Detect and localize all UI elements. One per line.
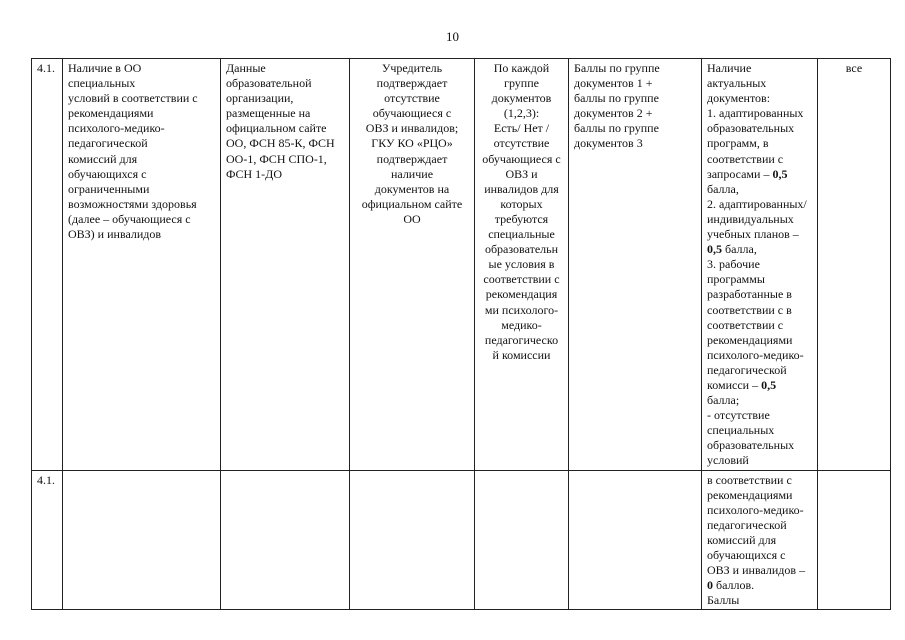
text-line: отсутствие (384, 91, 440, 106)
scope-cell (818, 59, 891, 471)
text-line: отсутствие (493, 136, 550, 151)
text-segment: обучающихся с (707, 548, 786, 562)
text-line: педагогической (68, 136, 148, 151)
text-line (707, 318, 812, 333)
text-line (707, 227, 812, 242)
text-line: ОВЗ и (505, 166, 538, 181)
text-line (707, 212, 812, 227)
text-line: Баллы по группе (574, 61, 660, 75)
text-line: Учредитель (381, 61, 443, 75)
text-segment: 2. адаптированных/ (707, 196, 807, 211)
indicator-cell (63, 59, 221, 471)
text-line (707, 272, 812, 287)
confirmation-cell (350, 470, 475, 610)
text-line (707, 182, 812, 197)
text-segment: соответствии с (707, 151, 784, 166)
formula-cell (569, 59, 702, 471)
text-line: ОО-1, ФСН СПО-1, (226, 151, 327, 166)
bold-score: 0 (707, 578, 713, 593)
text-line: документов (491, 91, 552, 106)
text-line: баллы по группе (574, 121, 659, 136)
text-line (707, 287, 812, 302)
text-line (707, 518, 812, 533)
text-line: документов 2 + (574, 106, 653, 121)
text-segment: баллов. (713, 578, 755, 593)
page-number: 10 (446, 29, 459, 44)
text-segment: условий (707, 453, 749, 468)
text-line (707, 593, 812, 608)
text-line: документов 3 (574, 136, 643, 151)
text-line: ГКУ КО «РЦО» (371, 136, 453, 151)
text-line (707, 242, 812, 257)
table-row (32, 59, 891, 471)
text-line: ые условия в (488, 257, 555, 272)
formula-text (574, 61, 696, 152)
text-segment: образовательных (707, 438, 795, 453)
text-line: рекомендация (485, 287, 558, 302)
text-line (707, 563, 812, 578)
text-segment: балла, (707, 181, 739, 196)
text-line: размещенные на (226, 106, 311, 121)
method-cell (475, 59, 569, 471)
text-line: инвалидов для (484, 181, 559, 196)
text-line: возможностями здоровья (68, 196, 197, 211)
text-segment: 3. рабочие (707, 257, 760, 272)
text-line (707, 548, 812, 563)
table-row (32, 470, 891, 610)
text-line: ограниченными (68, 181, 150, 196)
indicator-text (68, 61, 215, 242)
text-segment: в соответствии с (707, 472, 792, 487)
text-line (707, 533, 812, 548)
text-line: баллы по группе (574, 91, 659, 106)
text-line: подтверждает (376, 151, 448, 166)
text-line: условий в соответствии с (68, 91, 198, 106)
text-line: ОВЗ и инвалидов; (365, 121, 459, 136)
text-line: обучающиеся с (372, 106, 452, 121)
text-line: подтверждает (376, 76, 448, 91)
data-source-cell (221, 59, 350, 471)
text-line (707, 393, 812, 408)
text-line: требуются (494, 211, 549, 226)
text-line: документов 1 + (574, 76, 653, 91)
text-line: специальные (488, 227, 555, 242)
text-line: ОО, ФСН 85-К, ФСН (226, 136, 335, 151)
text-line: образовательн (484, 242, 559, 257)
text-line: обучающиеся с (482, 151, 561, 166)
text-line (707, 363, 812, 378)
criteria-cell (702, 59, 818, 471)
formula-cell (569, 470, 702, 610)
text-segment: - отсутствие (707, 408, 770, 423)
text-line (707, 257, 812, 272)
data-source-cell (221, 470, 350, 610)
text-line: психолого-медико- (68, 121, 165, 136)
text-segment: рекомендациями (707, 332, 793, 347)
text-segment: педагогической (707, 362, 787, 377)
text-line (707, 438, 812, 453)
text-line: (далее – обучающиеся с (68, 211, 191, 226)
text-line (707, 303, 812, 318)
indicator-cell (63, 470, 221, 610)
text-line: образовательной (226, 76, 312, 91)
text-segment: педагогической (707, 517, 787, 532)
text-line (707, 106, 812, 121)
text-segment: балла, (722, 242, 757, 257)
text-segment: запросами – (707, 166, 773, 181)
text-line (707, 408, 812, 423)
text-segment: психолого-медико- (707, 502, 804, 517)
text-line: наличие (390, 166, 434, 181)
text-segment: комиссий для (707, 532, 777, 547)
text-segment: разработанные в (707, 287, 792, 302)
text-segment: ОВЗ и инвалидов – (707, 563, 806, 578)
text-segment: соответствии с (707, 317, 784, 332)
text-line (707, 136, 812, 151)
text-line: обучающихся с (68, 166, 147, 181)
row-number-cell (32, 59, 63, 471)
text-line: По каждой (493, 61, 550, 75)
text-line: ми психолого- (484, 302, 559, 317)
confirmation-cell (350, 59, 475, 471)
text-line: Есть/ Нет / (493, 121, 550, 136)
text-line (707, 152, 812, 167)
text-line (707, 167, 812, 182)
text-line (707, 453, 812, 468)
text-segment: комисси – (707, 377, 762, 392)
text-segment: психолого-медико- (707, 347, 804, 362)
text-line: медико- (501, 317, 542, 332)
criteria-text (707, 61, 812, 469)
text-line (707, 91, 812, 106)
text-segment: Баллы (707, 593, 740, 608)
text-segment: соответствии с в (707, 302, 792, 317)
text-line (707, 61, 812, 76)
text-segment: образовательных (707, 121, 795, 136)
text-segment: документов: (707, 91, 771, 106)
text-line (707, 423, 812, 438)
confirmation-text (355, 61, 469, 227)
text-line (707, 503, 812, 518)
text-line (707, 348, 812, 363)
text-line (707, 378, 812, 393)
bold-score: 0,5 (707, 242, 722, 257)
criteria-cell (702, 470, 818, 610)
text-line: организации, (226, 91, 294, 106)
text-line: ОВЗ) и инвалидов (68, 227, 162, 242)
bold-score: 0,5 (761, 377, 777, 392)
text-segment: рекомендациями (707, 487, 793, 502)
data-source-text (226, 61, 344, 182)
text-line (707, 578, 812, 593)
scope-text: все (845, 61, 863, 75)
text-segment: индивидуальных (707, 211, 794, 226)
text-line: документов на (374, 181, 450, 196)
text-line (707, 76, 812, 91)
row-number-cell (32, 470, 63, 610)
text-line: которых (500, 196, 543, 211)
text-segment: 1. адаптированных (707, 106, 804, 121)
text-line: официальном сайте (226, 121, 327, 136)
text-line: й комиссии (492, 347, 551, 362)
method-text (480, 61, 563, 363)
row-number: 4.1. (37, 472, 55, 487)
indicator-table (31, 58, 891, 610)
text-line (707, 121, 812, 136)
method-cell (475, 470, 569, 610)
text-line: Наличие в ОО (68, 61, 142, 75)
text-segment: балла; (707, 393, 740, 408)
text-line (707, 488, 812, 503)
scope-cell (818, 470, 891, 610)
text-line: Данные (226, 61, 266, 75)
row-number: 4.1. (37, 61, 55, 75)
text-line: комиссий для (68, 151, 138, 166)
text-line: соответствии с (483, 272, 560, 287)
text-segment: специальных (707, 423, 775, 438)
text-segment: программ, в (707, 136, 769, 151)
text-line: ОО (403, 211, 421, 226)
text-segment: программы (707, 272, 765, 287)
criteria-text (707, 473, 812, 609)
text-segment: актуальных (707, 76, 767, 91)
text-line (707, 473, 812, 488)
text-segment: Наличие (707, 61, 752, 75)
text-line: педагогическо (484, 332, 559, 347)
text-line: официальном сайте (361, 196, 463, 211)
text-line (707, 197, 812, 212)
text-line: (1,2,3): (503, 106, 540, 121)
text-segment: учебных планов – (707, 227, 799, 242)
text-line (707, 333, 812, 348)
text-line: ФСН 1-ДО (226, 166, 282, 181)
text-line: рекомендациями (68, 106, 154, 121)
bold-score: 0,5 (772, 166, 788, 181)
text-line: группе (504, 76, 539, 91)
text-line: специальных (68, 76, 136, 91)
